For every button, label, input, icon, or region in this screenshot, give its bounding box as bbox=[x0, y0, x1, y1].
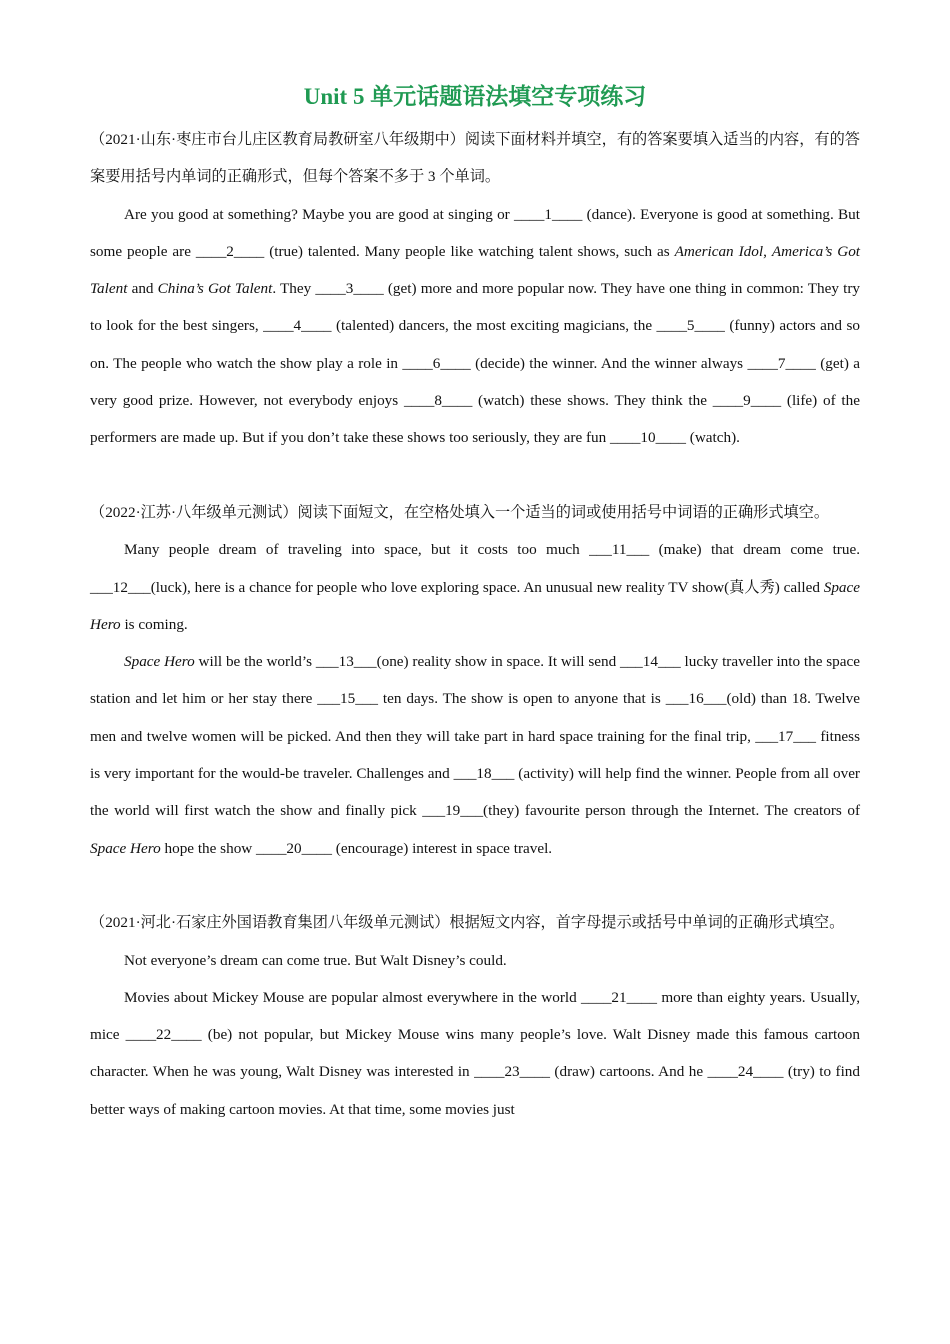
section-1-instruction: （2021·山东·枣庄市台儿庄区教育局教研室八年级期中）阅读下面材料并填空，有的答案要填入适当的内容，有的答案要用括号内单词的正确形式，但每个答案不多于 3 个单词。 bbox=[90, 131, 860, 186]
document-body bbox=[90, 121, 860, 1128]
italic-title: Space Hero bbox=[124, 653, 195, 671]
italic-title: China’s Got Talent bbox=[157, 280, 273, 298]
section-2-paragraph-1: Many people dream of traveling into space, but it costs too much ___11___ (make) that dream come true. ___12___(luck), here is a chance for people who love exploring space. An unusual new reality TV show(真人秀) called Space Hero is coming. bbox=[90, 541, 860, 633]
section-1-passage: Are you good at something? Maybe you are good at singing or ____1____ (dance). Everyone is good at something. But some people are ____2____ (true) talented. Many people like watching talent shows, such as American Idol, America’s Got Talent and China’s Got Talent. They ____3____ (get) more and more popular now. They have one thing in common: They try to look for the best singers, ____4____ (talented) dancers, the most exciting magicians, the ____5____ (funny) actors and so on. The people who watch the show play a role in ____6____ (decide) the winner. And the winner always ____7____ (get) a very good prize. However, not everybody enjoys ____8____ (watch) these shows. They think the ____9____ (life) of the performers are made up. But if you don’t take these shows too seriously, they are fun ____10____ (watch). bbox=[90, 205, 861, 447]
section-3-instruction: （2021·河北·石家庄外国语教育集团八年级单元测试）根据短文内容，首字母提示或括号中单词的正确形式填空。 bbox=[90, 914, 845, 932]
italic-title: American Idol bbox=[674, 242, 764, 260]
section-divider bbox=[90, 457, 860, 494]
section-divider bbox=[90, 867, 860, 904]
italic-title: Space Hero bbox=[90, 839, 161, 857]
section-2-paragraph-2: Space Hero will be the world’s ___13___(one) reality show in space. It will send ___14___ lucky traveller into the space station and let him or her stay there ___15___ ten days. The show is open to anyone that is ___16___(old) than 18. Twelve men and twelve women will be picked. And then they will take part in hard space training for the final trip, ___17___ fitness is very important for the would-be traveler. Challenges and ___18___ (activity) will help find the winner. People from all over the world will first watch the show and finally pick ___19___(they) favourite person through the Internet. The creators of Space Hero hope the show ____20____ (encourage) interest in space travel. bbox=[90, 653, 860, 857]
section-3-paragraph-2: Movies about Mickey Mouse are popular almost everywhere in the world ____21____ more than eighty years. Usually, mice ____22____ (be) not popular, but Mickey Mouse wins many people’s love. Walt Disney made this famous cartoon character. When he was young, Walt Disney was interested in ____23____ (draw) cartoons. And he ____24____ (try) to find better ways of making cartoon movies. At that time, some movies just bbox=[90, 988, 860, 1118]
italic-title: Space Hero bbox=[90, 578, 860, 633]
page-title: Unit 5 单元话题语法填空专项练习 bbox=[303, 84, 647, 109]
section-3-paragraph-1: Not everyone’s dream can come true. But Walt Disney’s could. bbox=[124, 951, 507, 969]
section-2-instruction: （2022·江苏·八年级单元测试）阅读下面短文，在空格处填入一个适当的词或使用括号中词语的正确形式填空。 bbox=[90, 503, 830, 521]
italic-title: America’s Got Talent bbox=[90, 242, 861, 298]
